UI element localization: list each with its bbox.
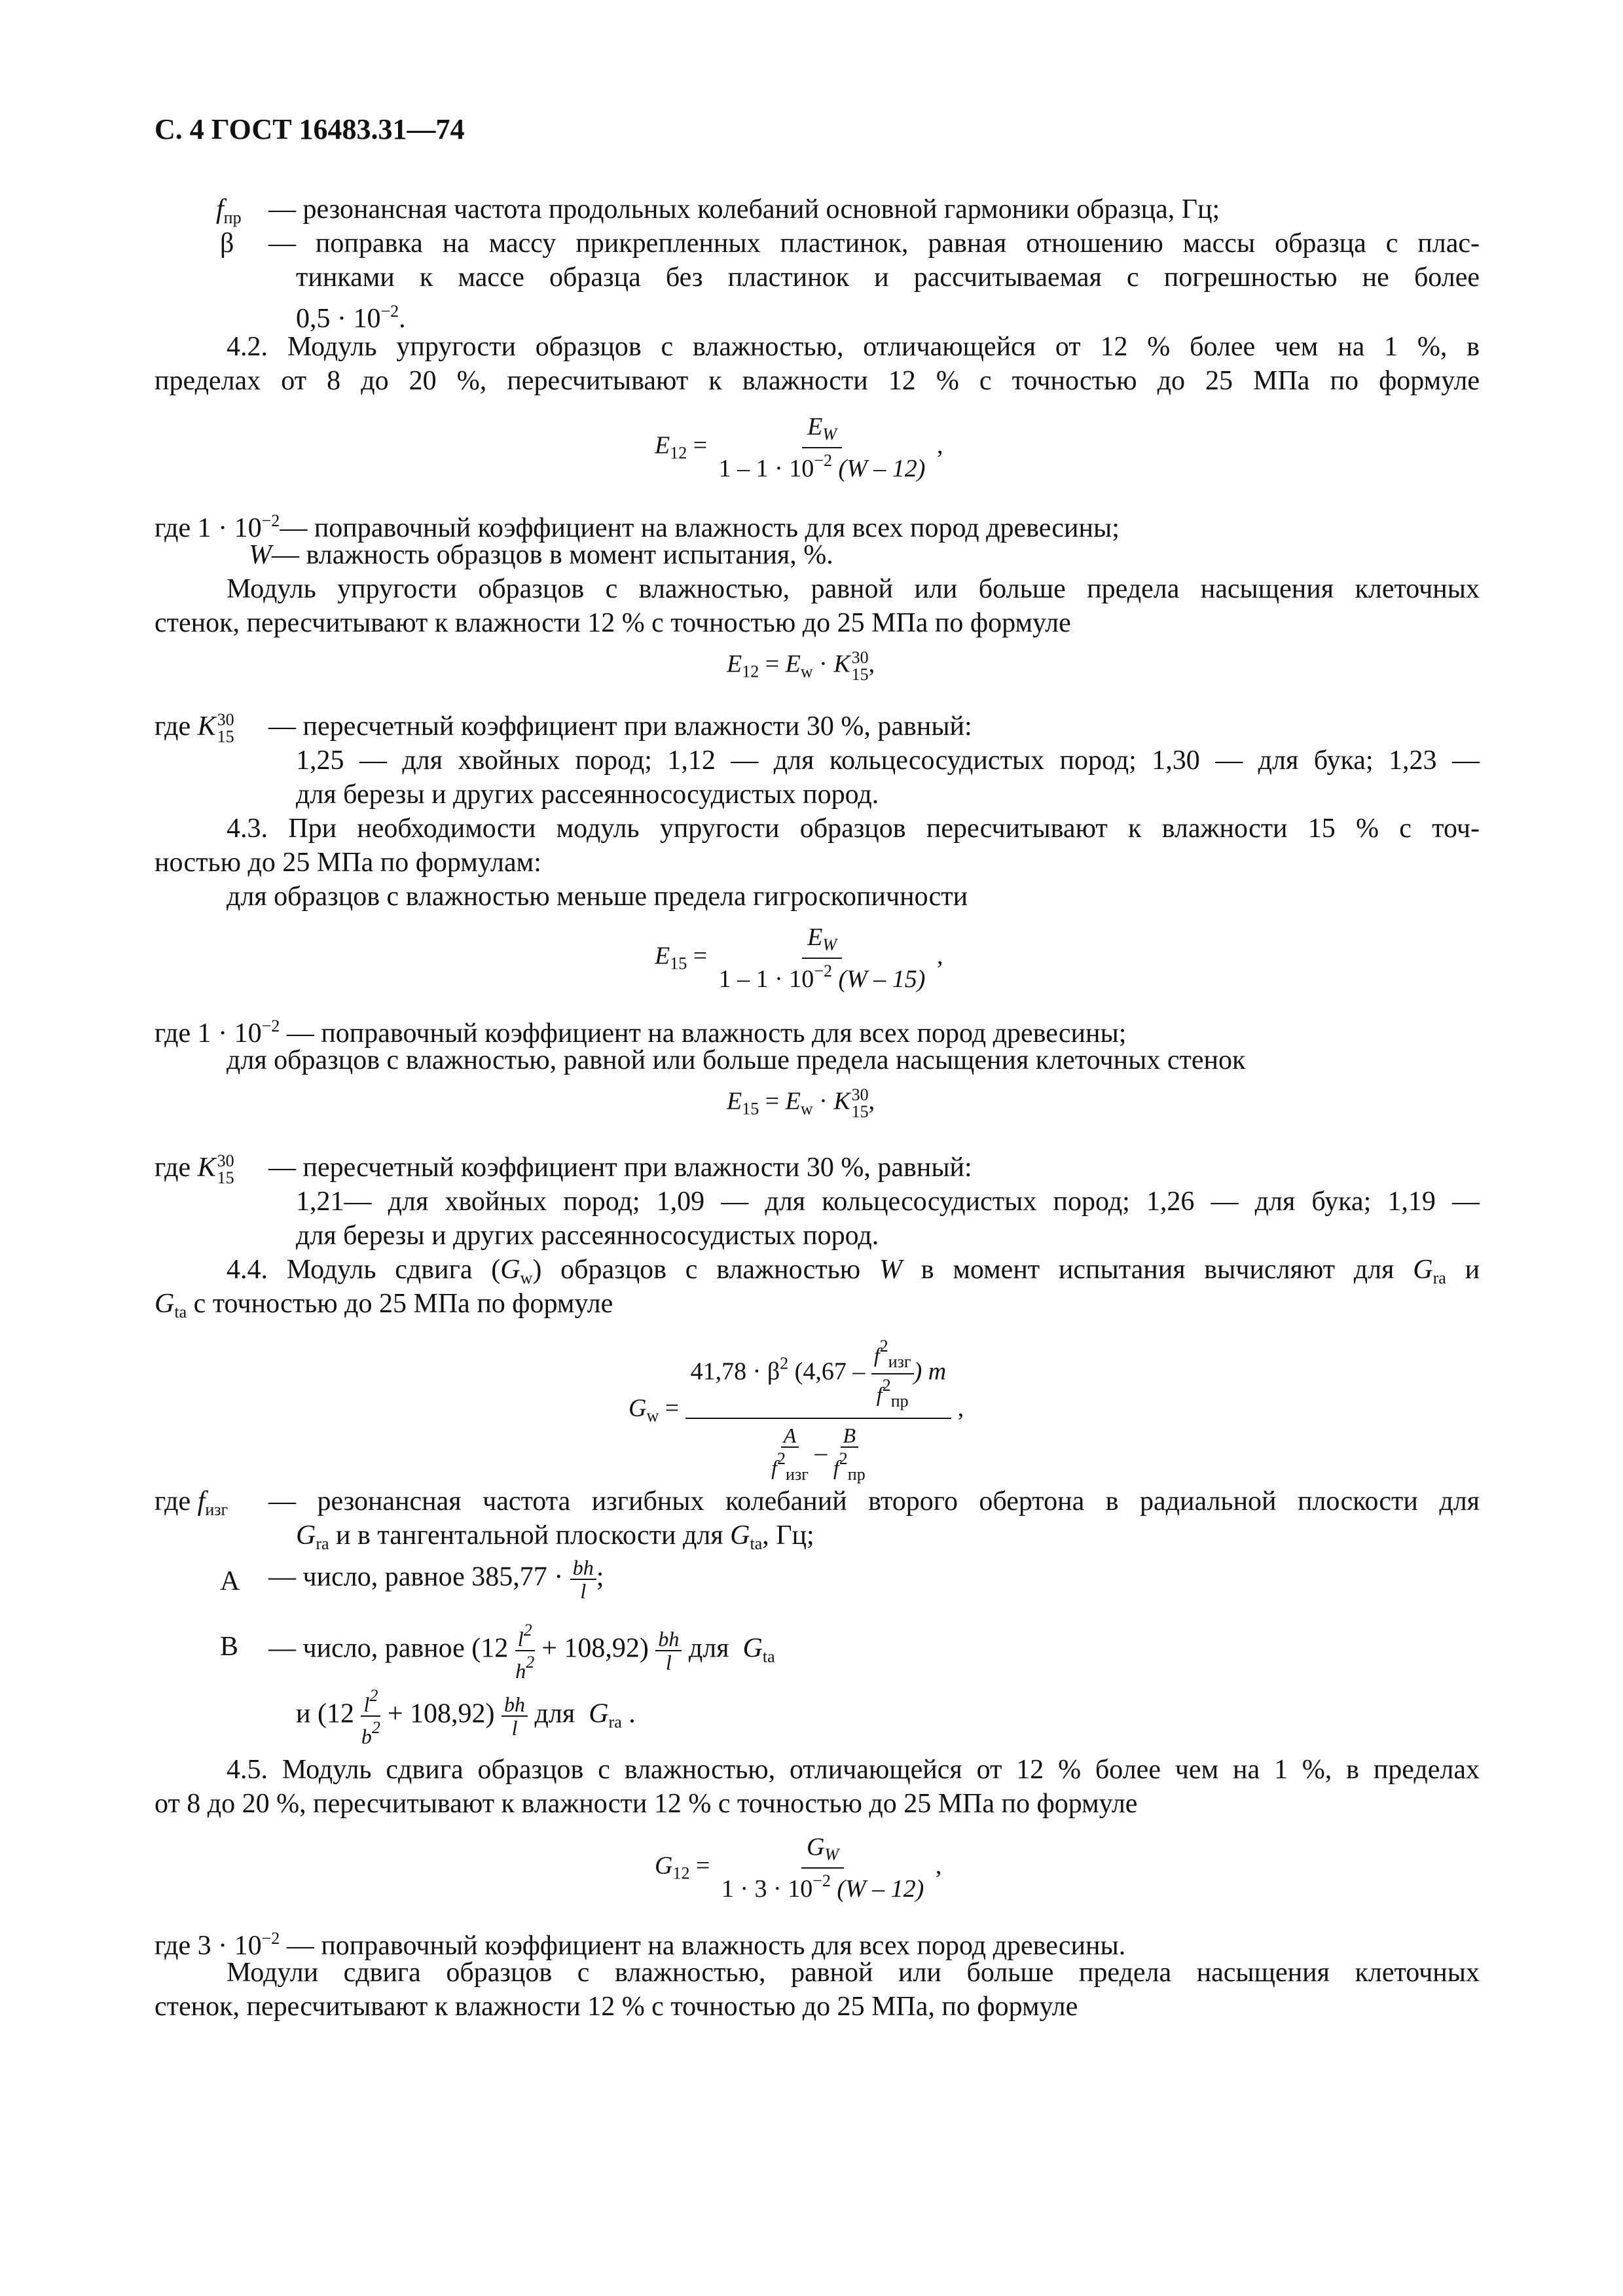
def-beta-2: тинками к массе образца без пластинок и рассчитываемая с погрешностью не более: [296, 262, 1480, 293]
where-coef-3: где $3 \cdot 10^{-2}$ — поправочный коэффициент на влажность для всех пород древесины.: [155, 1929, 1126, 1961]
k-values-2b: для березы и других рассеяннососудистых пород.: [296, 1221, 879, 1251]
symbol-b: B: [220, 1632, 239, 1662]
para-shear-sat-2: стенок, пересчитывают к влажности 12 % с точностью до 25 МПа, по формуле: [155, 1992, 1078, 2022]
def-fpr: — резонансная частота продольных колебаний основной гармоники образца, Гц;: [268, 194, 1220, 224]
para-4-4-line-1: 4.4. Модуль сдвига $(G_w)$ образцов с влажностью W в момент испытания вычисляют для $G_{ra}$ и: [227, 1255, 1480, 1287]
para-shear-sat-1: Модули сдвига образцов с влажностью, равной или больше предела насыщения клеточных: [227, 1958, 1480, 1988]
def-k-1: — пересчетный коэффициент при влажности 30 %, равный:: [268, 711, 972, 742]
case-below-hygro: для образцов с влажностью меньше предела гигроскопичности: [227, 882, 968, 912]
formula-gw: $G_w$ = $41,78 \cdot \beta^2$ (4,67 – $f^2_{изг}$ $f^2_{пр}$ ) m A $f^2_{изг}$ – B $f^2_{пр}$ ,: [629, 1336, 964, 1484]
def-fizg-1: — резонансная частота изгибных колебаний второго обертона в радиальной плоскости для: [268, 1486, 1480, 1516]
symbol-a: A: [220, 1566, 240, 1596]
where-coef-1: где $1 \cdot 10^{-2}—$ поправочный коэффициент на влажность для всех пород древесины;: [155, 511, 1120, 543]
def-beta-3: $0,5 \cdot 10^{-2}$.: [296, 302, 406, 334]
case-saturation: для образцов с влажностью, равной или больше предела насыщения клеточных стенок: [227, 1045, 1246, 1075]
where-coef-2: где $1 \cdot 10^{-2}$ — поправочный коэффициент на влажность для всех пород древесины;: [155, 1016, 1127, 1049]
symbol-beta: β: [220, 228, 234, 259]
where-fizg: где $f_{изг}$: [155, 1486, 228, 1519]
para-4-3-line-2: ностью до 25 МПа по формулам:: [155, 848, 541, 878]
para-4-2-line-1: 4.2. Модуль упругости образцов с влажностью, отличающейся от 12 % более чем на 1 %, в: [227, 332, 1480, 362]
formula-e15-sat: $E_{15} = E_w \cdot K$ 30 15 ,: [727, 1085, 875, 1121]
def-beta-1: — поправка на массу прикрепленных пластинок, равная отношению массы образца с плас-: [268, 228, 1480, 259]
formula-g12-moisture: $G_{12}$ = $\frac{G_W}{1 \cdot 3 \cdot 10^{-2} (W - 12)}$ ,: [655, 1833, 942, 1903]
def-k-2: — пересчетный коэффициент при влажности 30 %, равный:: [268, 1153, 972, 1183]
formula-e12-sat: $E_{12} = E_w \cdot K$ 30 15 ,: [727, 648, 875, 684]
where-w: W— влажность образцов в момент испытания, %.: [249, 540, 833, 570]
def-a: — число, равное 385,77 · $\frac{bh}{l}$ ;: [268, 1556, 604, 1603]
where-k-1: где K 30 15: [155, 710, 234, 747]
para-4-5-line-1: 4.5. Модуль сдвига образцов с влажностью, отличающейся от 12 % более чем на 1 %, в пределах: [227, 1755, 1480, 1785]
def-b-1: — число, равное (12 $\frac{l^2}{h^2}$ + 108,92) $\frac{bh}{l}$ для $G_{ta}$: [268, 1621, 775, 1683]
def-fizg-2: $G_{ra}$ и в тангентальной плоскости для $G_{ta}$, Гц;: [296, 1520, 814, 1553]
para-modulus-sat-2: стенок, пересчитывают к влажности 12 % с точностью до 25 МПа по формуле: [155, 608, 1071, 638]
para-4-4-line-2: $G_{ta}$ с точностью до 25 МПа по формуле: [155, 1289, 613, 1321]
symbol-fpr: $f_{пр}$: [216, 194, 242, 227]
para-4-2-line-2: пределах от 8 до 20 %, пересчитывают к влажности 12 % с точностью до 25 МПа по формуле: [155, 366, 1480, 396]
page-header: С. 4 ГОСТ 16483.31—74: [155, 113, 465, 145]
k-values-1b: для березы и других рассеяннососудистых пород.: [296, 780, 879, 810]
k-values-2: 1,21— для хвойных пород; 1,09 — для кольцесосудистых пород; 1,26 — для бука; 1,19 —: [296, 1187, 1480, 1217]
formula-e15-moisture: $E_{15}$ = $\frac{E_W}{1 - 1 \cdot 10^{-2} (W - 15)}$ ,: [655, 924, 943, 993]
k-values-1: 1,25 — для хвойных пород; 1,12 — для кольцесосудистых пород; 1,30 — для бука; 1,23 —: [296, 745, 1480, 776]
para-modulus-sat-1: Модуль упругости образцов с влажностью, равной или больше предела насыщения клеточных: [227, 574, 1480, 604]
where-k-2: где K 30 15: [155, 1151, 234, 1188]
def-b-2: и (12 $\frac{l^2}{b^2}$ + 108,92) $\frac{bh}{l}$ для $G_{ra}$ .: [296, 1686, 636, 1748]
para-4-3-line-1: 4.3. При необходимости модуль упругости образцов пересчитывают к влажности 15 % с точ-: [227, 814, 1480, 844]
formula-e12-moisture: $E_{12}$ = $\frac{E_W}{1 - 1 \cdot 10^{-2} (W - 12)}$ ,: [655, 413, 943, 482]
para-4-5-line-2: от 8 до 20 %, пересчитывают к влажности 12 % с точностью до 25 МПа по формуле: [155, 1789, 1138, 1819]
